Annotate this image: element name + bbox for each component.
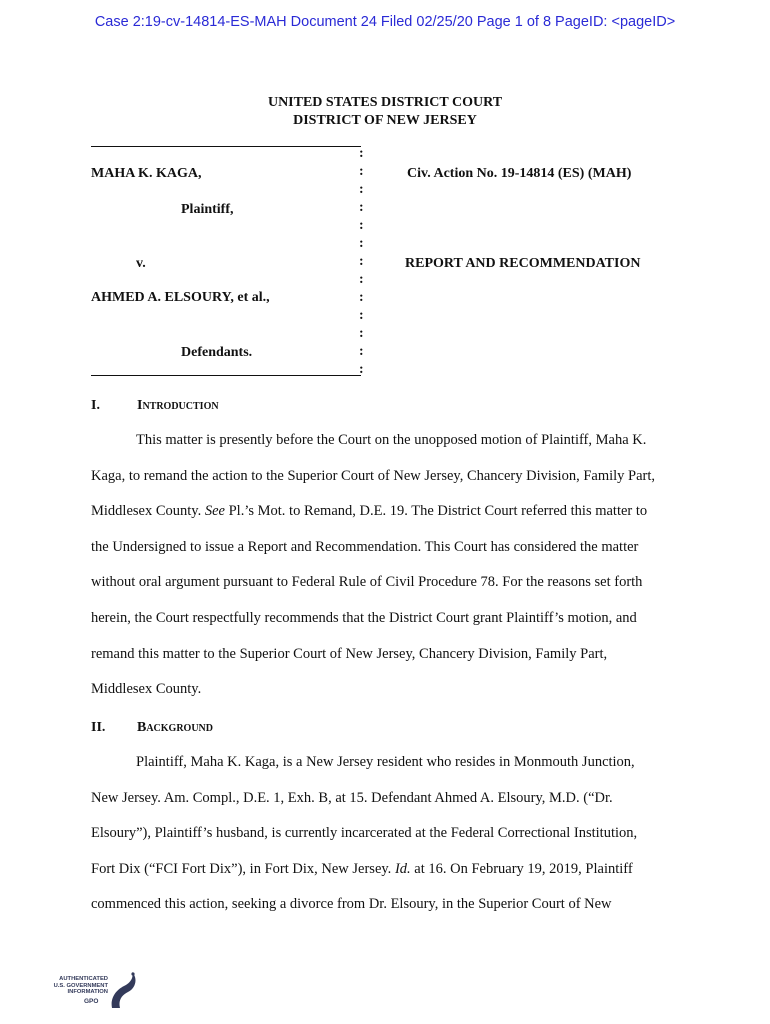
paragraph-line: commenced this action, seeking a divorce from Dr. Elsoury, in the Superior Court of New (91, 896, 612, 913)
caption-colon: : (359, 182, 364, 197)
citation-signal: Id. (394, 860, 411, 877)
section-number: II. (91, 720, 106, 735)
caption-colon: : (359, 362, 364, 377)
paragraph-line: herein, the Court respectfully recommends that the District Court grant Plaintiff’s motion, and (91, 609, 637, 626)
paragraph-line: New Jersey. Am. Compl., D.E. 1, Exh. B, at 15. Defendant Ahmed A. Elsoury, M.D. (“Dr. (91, 789, 613, 806)
text-run: Fort Dix (“FCI Fort Dix”), in Fort Dix, New Jersey. (91, 860, 395, 877)
gpo-eagle-icon (108, 968, 140, 1012)
caption-colon: : (359, 308, 364, 323)
plaintiff-role: Plaintiff, (181, 202, 234, 217)
paragraph-line: remand this matter to the Superior Court of New Jersey, Chancery Division, Family Part, (91, 645, 608, 662)
caption-colon: : (359, 146, 364, 161)
caption-colon: : (359, 272, 364, 287)
document-title: REPORT AND RECOMMENDATION (405, 256, 641, 271)
caption-colon: : (359, 164, 364, 179)
background-paragraph (91, 745, 681, 923)
paragraph-line: the Undersigned to issue a Report and Recommendation. This Court has considered the matter (91, 538, 639, 555)
text-run: Pl.’s Mot. to Remand, D.E. 19. The District Court referred this matter to (224, 503, 648, 520)
paragraph-line: This matter is presently before the Court on the unopposed motion of Plaintiff, Maha K. (136, 432, 647, 448)
gpo-logo-line: INFORMATION (67, 989, 108, 995)
gpo-authentication-logo (44, 968, 134, 1012)
caption-colon: : (359, 236, 364, 251)
paragraph-line: Middlesex County. (91, 681, 202, 698)
caption-colon: : (359, 200, 364, 215)
case-header-stamp: Case 2:19-cv-14814-ES-MAH Document 24 Filed 02/25/20 Page 1 of 8 PageID: <pageID> (94, 14, 676, 30)
civil-action-number: Civ. Action No. 19-14814 (ES) (MAH) (407, 166, 632, 181)
court-name: UNITED STATES DISTRICT COURT (267, 95, 503, 110)
section-heading-introduction (91, 398, 391, 416)
section-heading-background (91, 720, 391, 738)
section-title: Introduction (137, 398, 219, 413)
text-run: at 16. On February 19, 2019, Plaintiff (410, 860, 633, 877)
defendant-name: AHMED A. ELSOURY, et al., (91, 290, 270, 305)
caption-bottom-rule (91, 375, 361, 376)
caption-colon: : (359, 254, 364, 269)
text-run: Middlesex County. (91, 503, 205, 520)
paragraph-line: Elsoury”), Plaintiff’s husband, is currently incarcerated at the Federal Correctional Institution, (91, 825, 638, 842)
caption-colon: : (359, 326, 364, 341)
paragraph-line (91, 852, 681, 888)
introduction-paragraph (91, 423, 681, 708)
gpo-logo-line: AUTHENTICATED (59, 976, 108, 982)
plaintiff-name: MAHA K. KAGA, (91, 166, 202, 181)
versus-label: v. (136, 256, 146, 271)
paragraph-line: Plaintiff, Maha K. Kaga, is a New Jersey resident who resides in Monmouth Junction, (136, 754, 635, 770)
caption-colon: : (359, 218, 364, 233)
section-number: I. (91, 398, 100, 413)
gpo-label: GPO (84, 998, 99, 1005)
citation-signal: See (204, 503, 225, 520)
caption-top-rule (91, 146, 361, 147)
court-district: DISTRICT OF NEW JERSEY (293, 113, 477, 128)
gpo-logo-line: U.S. GOVERNMENT (53, 982, 108, 989)
paragraph-line (91, 494, 681, 530)
section-title: Background (137, 720, 214, 735)
gpo-logo-text (44, 976, 108, 996)
caption-colon: : (359, 290, 364, 305)
paragraph-line: without oral argument pursuant to Federal Rule of Civil Procedure 78. For the reasons set forth (91, 574, 643, 591)
court-heading (0, 94, 770, 130)
caption-colon: : (359, 344, 364, 359)
defendant-role: Defendants. (181, 345, 253, 360)
paragraph-line: Kaga, to remand the action to the Superior Court of New Jersey, Chancery Division, Family Part, (91, 467, 656, 484)
